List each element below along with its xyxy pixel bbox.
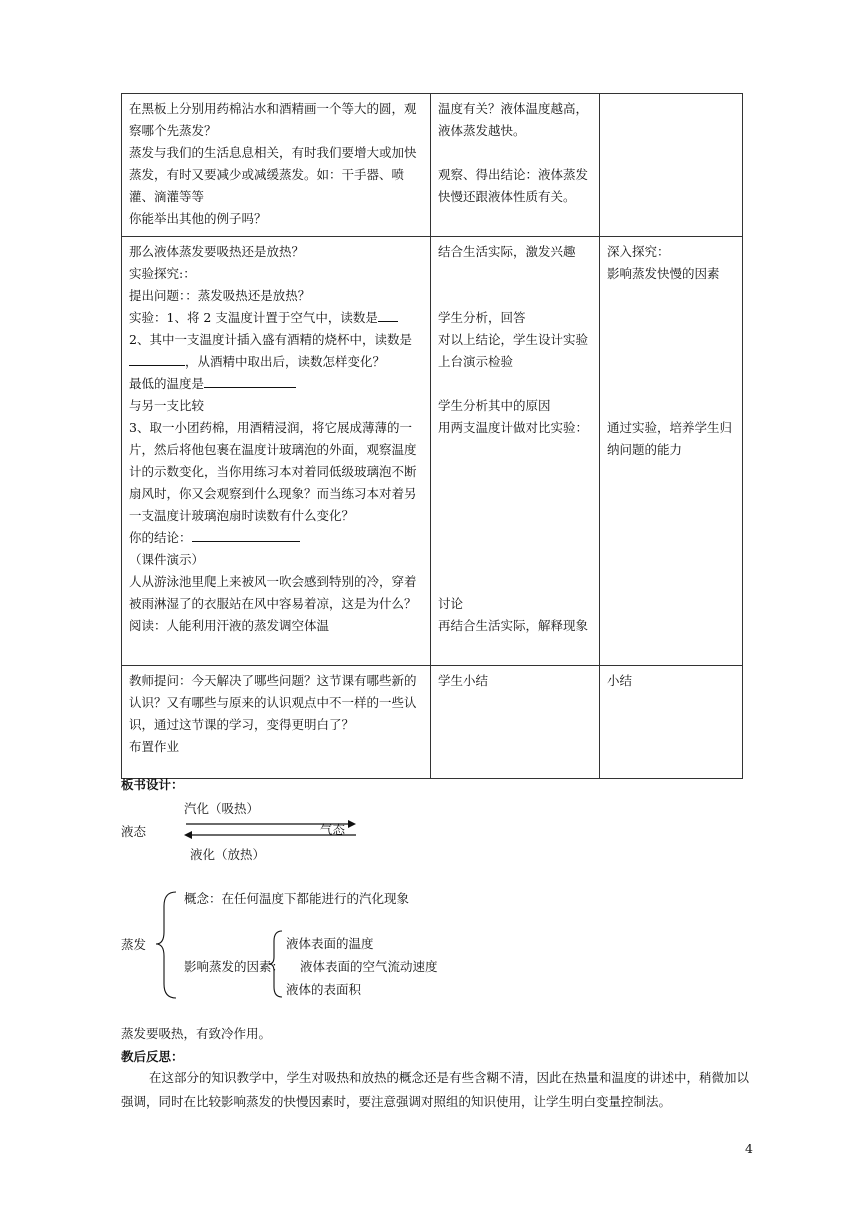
text-line: 结合生活实际，激发兴趣	[438, 244, 576, 259]
outer-brace	[154, 890, 180, 1000]
student-activity-cell	[431, 666, 600, 779]
reflection-paragraph: 在这部分的知识教学中，学生对吸热和放热的概念还是有些含糊不清，因此在热量和温度的讲述中，稍微加以强调，同时在比较影响蒸发的快慢因素时，要注意强调对照组的知识使用，让学生明白变量控制法。	[121, 1070, 750, 1109]
design-intent-cell	[600, 237, 743, 666]
student-activity-cell	[431, 237, 600, 666]
inner-brace	[268, 929, 286, 999]
student-activity-cell	[431, 94, 600, 237]
text-line: （课件演示）	[129, 552, 205, 567]
liquefaction-label: 液化（放热）	[190, 847, 266, 862]
text-line: 你能举出其他的例子吗？	[129, 211, 267, 226]
text-line: 在黑板上分别用药棉沾水和酒精画一个等大的圆，观察哪个先蒸发？	[129, 101, 417, 138]
text-span: 实验：1、将 2 支温度计置于空气中，读数是	[129, 310, 378, 325]
factor-temperature: 液体表面的温度	[286, 936, 374, 951]
text-line	[129, 527, 423, 549]
gas-state-label: 气态	[320, 822, 346, 837]
text-line	[129, 373, 423, 395]
reflection-heading: 教后反思：	[121, 1049, 184, 1064]
table-row	[122, 94, 743, 237]
fill-blank	[204, 373, 296, 388]
text-line: 与另一支比较	[129, 398, 205, 413]
table-row	[122, 237, 743, 666]
text-line: 阅读：人能利用汗液的蒸发调空体温	[129, 618, 330, 633]
lesson-plan-table	[121, 93, 743, 779]
liquid-state-label: 液态	[121, 824, 147, 839]
right-arrow-head	[348, 820, 356, 828]
text-line: 观察、得出结论：液体蒸发快慢还跟液体性质有关。	[438, 167, 589, 204]
text-line: 通过实验，培养学生归纳问题的能力	[607, 420, 733, 457]
text-line: 人从游泳池里爬上来被风一吹会感到特别的冷，穿着被雨淋湿了的衣服站在风中容易着凉，这是为什么？	[129, 574, 417, 611]
fill-blank	[192, 527, 300, 542]
text-line: 3、取一小团药棉，用酒精浸润，将它展成薄薄的一片，然后将他包裹在温度计玻璃泡的外面，观察温度计的示数变化，当你用练习本对着同低级玻璃泡不断扇风时，你又会观察到什么现象？而当练习本对着另一支温度计玻璃泡扇时读数有什么变化？	[129, 420, 417, 523]
teacher-activity-cell	[122, 666, 431, 779]
text-span: 你的结论：	[129, 530, 192, 545]
text-line: 温度有关？液体温度越高，液体蒸发越快。	[438, 101, 589, 138]
evaporation-summary: 蒸发要吸热，有致冷作用。	[121, 1026, 272, 1041]
text-line: 深入探究：	[607, 244, 670, 259]
fill-blank	[129, 351, 185, 366]
text-line: 学生分析其中的原因	[438, 398, 551, 413]
text-line: 讨论	[438, 596, 464, 611]
fill-blank	[378, 307, 398, 322]
text-line: 学生小结	[438, 673, 489, 688]
vaporization-label: 汽化（吸热）	[184, 801, 260, 816]
text-line: 用两支温度计做对比实验：	[438, 420, 589, 435]
evaporation-concept: 概念：在任何温度下都能进行的汽化现象	[184, 891, 410, 906]
design-intent-cell	[600, 94, 743, 237]
text-span: 2、其中一支温度计插入盛有酒精的烧杯中，读数是	[129, 332, 412, 347]
text-line: 学生分析，回答	[438, 310, 526, 325]
text-line: 布置作业	[129, 739, 180, 754]
page-number: 4	[745, 1141, 753, 1156]
text-line: 小结	[607, 673, 633, 688]
teacher-activity-cell	[122, 237, 431, 666]
text-line	[129, 307, 423, 329]
text-line: 蒸发与我们的生活息息相关，有时我们要增大或加快蒸发，有时又要减少或减缓蒸发。如：干手器、喷灌、滴灌等等	[129, 145, 417, 204]
text-line: 对以上结论，学生设计实验上台演示检验	[438, 332, 589, 369]
text-line: 实验探究:：	[129, 266, 196, 281]
text-line: 影响蒸发快慢的因素	[607, 266, 720, 281]
design-intent-cell	[600, 666, 743, 779]
teacher-activity-cell	[122, 94, 431, 237]
text-line	[129, 329, 423, 373]
factor-surface-area: 液体的表面积	[286, 982, 362, 997]
left-arrow-head	[184, 831, 192, 839]
text-line: 提出问题：：蒸发吸热还是放热？	[129, 288, 311, 303]
text-line: 那么液体蒸发要吸热还是放热？	[129, 244, 305, 259]
text-line: 教师提问：今天解决了哪些问题？这节课有哪些新的认识？又有哪些与原来的认识观点中不一样的一些认识，通过这节课的学习，变得更明白了？	[129, 673, 417, 732]
phase-change-arrows	[180, 818, 362, 840]
text-span: 最低的温度是	[129, 376, 205, 391]
board-design-heading: 板书设计：	[121, 777, 184, 792]
text-line: 再结合生活实际，解释现象	[438, 618, 589, 633]
text-span: ，从酒精中取出后，读数怎样变化？	[185, 354, 386, 369]
factor-airflow: 液体表面的空气流动速度	[300, 959, 438, 974]
factors-label: 影响蒸发的因素：	[184, 959, 285, 974]
table-row	[122, 666, 743, 779]
evaporation-label: 蒸发	[121, 937, 147, 952]
